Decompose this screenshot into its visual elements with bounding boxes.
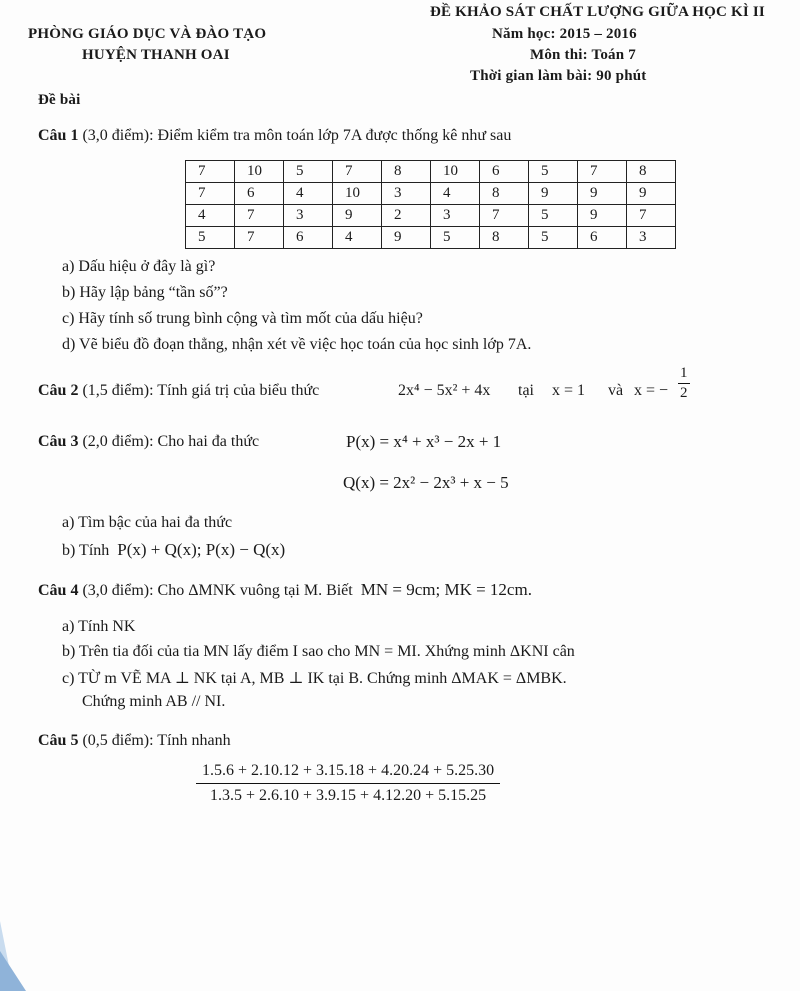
table-cell: 5 (529, 205, 578, 227)
table-cell: 7 (333, 161, 382, 183)
table-cell: 10 (431, 161, 480, 183)
table-cell: 5 (529, 227, 578, 249)
q2-x2-numerator: 1 (678, 365, 690, 384)
q2-x1: x = 1 (552, 382, 586, 399)
district-name: HUYỆN THANH OAI (82, 47, 230, 63)
department-name: PHÒNG GIÁO DỤC VÀ ĐÀO TẠO (28, 26, 267, 42)
table-cell: 8 (480, 227, 529, 249)
q1-part-b: b) Hãy lập bảng “tần số”? (62, 284, 228, 301)
table-row (186, 205, 676, 227)
q1-part-c: c) Hãy tính số trung bình cộng và tìm mốt của dấu hiệu? (62, 310, 423, 327)
table-row (186, 183, 676, 205)
table-cell: 9 (578, 205, 627, 227)
exam-title: ĐỀ KHẢO SÁT CHẤT LƯỢNG GIỮA HỌC KÌ II (430, 4, 765, 20)
q1-title: Câu 1 (38, 127, 79, 144)
q2-expression: 2x⁴ − 5x² + 4x (398, 382, 491, 399)
q1-text: (3,0 điểm): Điểm kiểm tra môn toán lớp 7A được thống kê như sau (82, 127, 512, 144)
table-cell: 7 (235, 227, 284, 249)
table-cell: 7 (186, 161, 235, 183)
q3-polynomial-q: Q(x) = 2x² − 2x³ + x − 5 (343, 473, 509, 492)
q2-heading (38, 382, 319, 400)
q5-numerator: 1.5.6 + 2.10.12 + 3.15.18 + 4.20.24 + 5.25.30 (196, 762, 500, 784)
q4-heading (38, 580, 532, 600)
q3-heading (38, 433, 259, 451)
q5-denominator: 1.3.5 + 2.6.10 + 3.9.15 + 4.12.20 + 5.15.25 (210, 787, 487, 804)
table-cell: 5 (284, 161, 333, 183)
duration: Thời gian làm bài: 90 phút (470, 68, 647, 84)
q4-part-c-line2: Chứng minh AB // NI. (82, 693, 226, 710)
table-cell: 5 (431, 227, 480, 249)
q2-x2-fraction (678, 365, 690, 402)
q4-given: MN = 9cm; MK = 12cm. (360, 580, 532, 599)
table-cell: 4 (431, 183, 480, 205)
q4-part-a: a) Tính NK (62, 618, 136, 635)
q2-x2-denominator: 2 (680, 385, 688, 401)
section-label: Đề bài (38, 92, 81, 108)
q1-part-d: d) Vẽ biểu đồ đoạn thẳng, nhận xét về việc học toán của học sinh lớp 7A. (62, 336, 532, 353)
q4-part-b: b) Trên tia đối của tia MN lấy điểm I sao cho MN = MI. Xhứng minh ΔKNI cân (62, 643, 575, 660)
table-cell: 3 (382, 183, 431, 205)
table-cell: 5 (529, 161, 578, 183)
q5-fraction (196, 762, 500, 805)
school-year: Năm học: 2015 – 2016 (492, 26, 637, 42)
table-cell: 9 (578, 183, 627, 205)
q3-title: Câu 3 (38, 433, 79, 450)
q1-heading (38, 127, 511, 145)
table-cell: 7 (627, 205, 676, 227)
table-cell: 9 (382, 227, 431, 249)
q2-title: Câu 2 (38, 382, 79, 399)
table-cell: 8 (382, 161, 431, 183)
table-cell: 4 (284, 183, 333, 205)
q2-text: (1,5 điểm): Tính giá trị của biểu thức (82, 382, 320, 399)
q3-part-a: a) Tìm bậc của hai đa thức (62, 514, 233, 531)
page-corner-fold (0, 951, 26, 991)
table-cell: 2 (382, 205, 431, 227)
q2-and: và (608, 382, 624, 399)
q3-part-b-expression: P(x) + Q(x); P(x) − Q(x) (117, 540, 286, 559)
table-row (186, 227, 676, 249)
table-cell: 10 (333, 183, 382, 205)
q1-part-a: a) Dấu hiệu ở đây là gì? (62, 258, 216, 275)
table-cell: 6 (480, 161, 529, 183)
q3-part-b (62, 540, 285, 560)
q4-title: Câu 4 (38, 582, 79, 599)
q4-text: (3,0 điểm): Cho ΔMNK vuông tại M. Biết (82, 582, 353, 599)
table-cell: 3 (627, 227, 676, 249)
table-cell: 7 (235, 205, 284, 227)
table-cell: 8 (480, 183, 529, 205)
table-cell: 6 (578, 227, 627, 249)
table-cell: 3 (284, 205, 333, 227)
q3-part-b-label: b) Tính (62, 542, 110, 559)
q3-polynomial-p: P(x) = x⁴ + x³ − 2x + 1 (346, 432, 502, 451)
table-cell: 6 (235, 183, 284, 205)
q2-x2-prefix: x = − (634, 382, 669, 399)
q3-text: (2,0 điểm): Cho hai đa thức (82, 433, 260, 450)
table-cell: 9 (333, 205, 382, 227)
table-cell: 4 (333, 227, 382, 249)
table-cell: 10 (235, 161, 284, 183)
q5-text: (0,5 điểm): Tính nhanh (82, 732, 231, 749)
table-cell: 9 (529, 183, 578, 205)
table-cell: 9 (627, 183, 676, 205)
q4-part-c: c) TỪ m VẼ MA ⊥ NK tại A, MB ⊥ IK tại B. Chứng minh ΔMAK = ΔMBK. (62, 670, 567, 687)
table-cell: 5 (186, 227, 235, 249)
score-table (185, 160, 676, 249)
q5-heading (38, 732, 231, 750)
table-row (186, 161, 676, 183)
table-cell: 8 (627, 161, 676, 183)
q2-at: tại (518, 382, 534, 399)
table-cell: 7 (186, 183, 235, 205)
subject: Môn thi: Toán 7 (530, 47, 636, 63)
q5-title: Câu 5 (38, 732, 79, 749)
table-cell: 3 (431, 205, 480, 227)
table-cell: 4 (186, 205, 235, 227)
table-cell: 6 (284, 227, 333, 249)
table-cell: 7 (578, 161, 627, 183)
table-cell: 7 (480, 205, 529, 227)
